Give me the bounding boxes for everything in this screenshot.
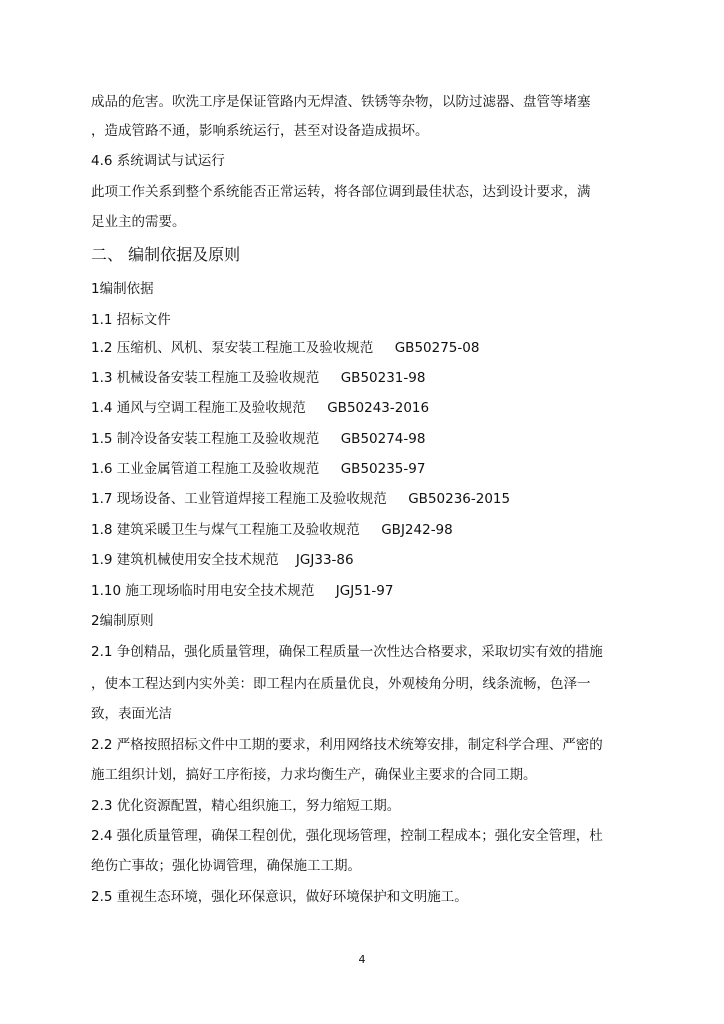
list-item: 1.4 通风与空调工程施工及验收规范 GB50243-2016 [91, 400, 430, 416]
list-item: 1.3 机械设备安装工程施工及验收规范 GB50231-98 [91, 370, 426, 386]
paragraph-line: 2.3 优化资源配置，精心组织施工，努力缩短工期。 [91, 798, 401, 814]
paragraph-line: 2.5 重视生态环境，强化环保意识，做好环境保护和文明施工。 [91, 889, 468, 905]
list-item: 1.7 现场设备、工业管道焊接工程施工及验收规范 GB50236-2015 [91, 491, 511, 507]
list-item: 1.5 制冷设备安装工程施工及验收规范 GB50274-98 [91, 431, 426, 447]
paragraph-line: 足业主的需要。 [91, 214, 186, 230]
paragraph-line: ，造成管路不通，影响系统运行，甚至对设备造成损坏。 [91, 123, 429, 139]
paragraph-line: 绝伤亡事故；强化协调管理，确保施工工期。 [91, 858, 361, 874]
section-heading: 4.6 系统调试与试运行 [91, 153, 225, 169]
paragraph-line: 成品的危害。吹洗工序是保证管路内无焊渣、铁锈等杂物，以防过滤器、盘管等堵塞 [91, 94, 591, 110]
list-item: 1.1 招标文件 [91, 312, 171, 328]
list-item: 1.10 施工现场临时用电安全技术规范 JGJ51-97 [91, 583, 394, 599]
list-item: 1.8 建筑采暖卫生与煤气工程施工及验收规范 GBJ242-98 [91, 522, 453, 538]
chapter-heading: 二、 编制依据及原则 [91, 245, 241, 264]
list-item: 1.6 工业金属管道工程施工及验收规范 GB50235-97 [91, 461, 426, 477]
subsection-heading: 2编制原则 [91, 613, 154, 629]
page-number: 4 [358, 953, 366, 966]
list-item: 1.2 压缩机、风机、泵安装工程施工及验收规范 GB50275-08 [91, 340, 480, 356]
paragraph-line: 施工组织计划，搞好工序衔接，力求均衡生产，确保业主要求的合同工期。 [91, 767, 537, 783]
paragraph-line: 2.4 强化质量管理，确保工程创优，强化现场管理，控制工程成本；强化安全管理，杜 [91, 828, 603, 844]
paragraph-line: 2.1 争创精品，强化质量管理，确保工程质量一次性达合格要求，采取切实有效的措施 [91, 644, 603, 660]
paragraph-line: 此项工作关系到整个系统能否正常运转，将各部位调到最佳状态，达到设计要求，满 [91, 184, 591, 200]
paragraph-line: 2.2 严格按照招标文件中工期的要求，利用网络技术统筹安排，制定科学合理、严密的 [91, 737, 603, 753]
list-item: 1.9 建筑机械使用安全技术规范 JGJ33-86 [91, 552, 354, 568]
subsection-heading: 1编制依据 [91, 281, 154, 297]
paragraph-line: 致，表面光洁 [91, 706, 172, 722]
paragraph-line: ，使本工程达到内实外美：即工程内在质量优良，外观棱角分明，线条流畅，色泽一 [91, 676, 591, 692]
